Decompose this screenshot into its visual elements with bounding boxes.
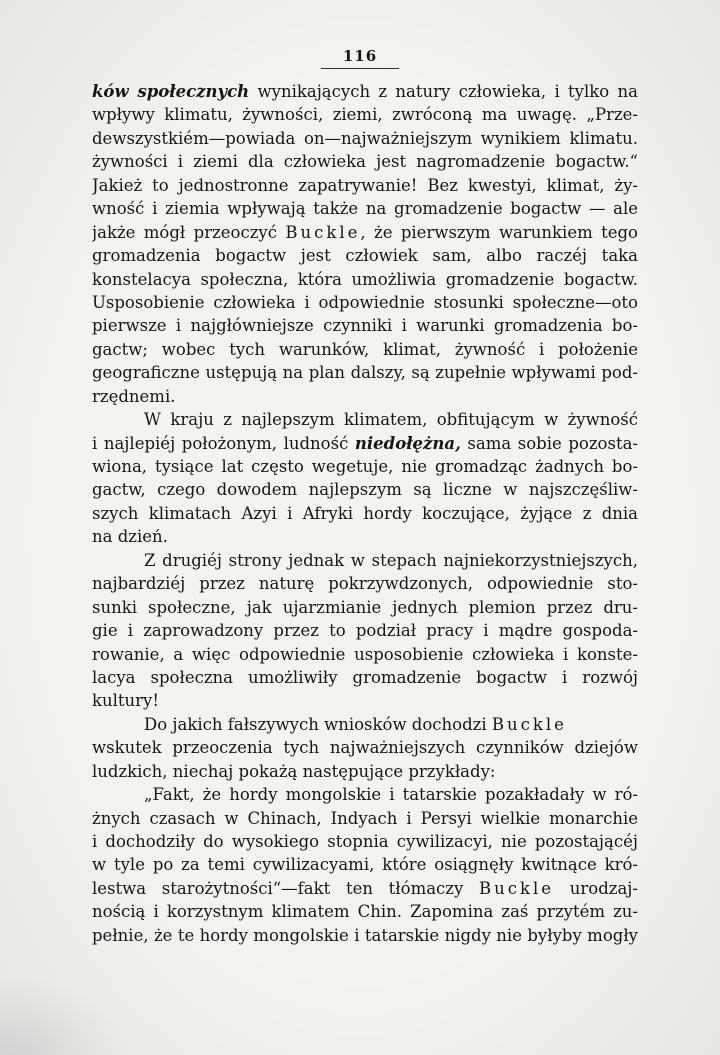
text-segment: „Fakt, że hordy mongolskie i tatarskie pozakładały w ró- (144, 785, 638, 805)
text-segment: rzędnemi. (92, 386, 176, 406)
text-segment: wynikających z natury człowieka, i tylko na (249, 82, 638, 101)
body-text (92, 80, 638, 947)
text-line (92, 361, 638, 384)
spaced-name: Buckle (285, 222, 361, 242)
text-line (92, 478, 638, 501)
text-line (92, 385, 638, 408)
text-line (92, 549, 638, 572)
text-segment: jakże mógł przeoczyć (92, 222, 286, 242)
text-segment: Jakież to jednostronne zapatrywanie! Bez kwestyi, klimat, ży- (92, 175, 638, 195)
text-line (92, 853, 638, 876)
text-segment: gie i zaprowadzony przez to podział pracy i mądre gospoda- (92, 621, 638, 641)
emphasized-text: niedołężna, (354, 433, 461, 453)
spaced-name: Buckle (479, 878, 555, 898)
text-line (92, 338, 638, 361)
page-number-text: 116 (321, 47, 399, 69)
text-segment: geograficzne ustępują na plan dalszy, są zupełnie wpływami pod- (92, 363, 638, 383)
text-segment: Do jakich fałszywych wniosków dochodzi (144, 714, 492, 734)
text-line (92, 291, 638, 314)
text-segment: i najlepiéj położonym, ludność (92, 433, 355, 453)
text-segment: nością i korzystnym klimatem Chin. Zapomina zaś przytém zu- (92, 902, 638, 922)
emphasized-text: ków społecznych (92, 82, 250, 101)
text-segment: wskutek przeoczenia tych najważniejszych czynników dziejów (92, 738, 638, 758)
text-line (92, 127, 638, 150)
text-line (92, 408, 638, 431)
text-segment: konstelacya społeczna, która umożliwia gromadzenie bogactw. (92, 269, 638, 289)
text-segment: i dochodziły do wysokiego stopnia cywilizacyi, nie pozostającéj (92, 832, 638, 851)
text-line (92, 572, 638, 595)
text-segment: w tyle po za temi cywilizacyami, które osiągnęły kwitnące kró- (92, 855, 638, 875)
text-segment: urodzaj- (554, 878, 638, 898)
text-line (92, 596, 638, 619)
text-segment: żnych czasach w Chinach, Indyach i Persyi wielkie monarchie (92, 808, 638, 828)
text-segment: szych klimatach Azyi i Afryki hordy koczujące, żyjące z dnia (92, 503, 638, 523)
text-segment: sunki społeczne, jak ujarzmianie jednych plemion przez dru- (92, 597, 638, 617)
text-segment: dewszystkiém—powiada on—najważniejszym wynikiem klimatu. (92, 128, 638, 148)
text-segment: pierwsze i najgłówniejsze czynniki i warunki gromadzenia bo- (92, 316, 638, 336)
text-line (92, 619, 638, 642)
text-line (92, 643, 638, 666)
text-line (92, 713, 638, 736)
text-line (92, 736, 638, 759)
text-line (92, 689, 638, 712)
text-segment: ludzkich, niechaj pokażą następujące przykłady: (92, 761, 496, 781)
text-line (92, 502, 638, 525)
page-smudge (0, 975, 130, 1055)
text-segment: wpływy klimatu, żywności, ziemi, zwróconą ma uwagę. „Prze- (92, 105, 638, 125)
text-line (92, 244, 638, 267)
text-line (92, 783, 638, 806)
text-segment: lacya społeczna umożliwiły gromadzenie bogactw i rozwój (92, 667, 638, 687)
text-line (92, 150, 638, 173)
text-segment: kultury! (92, 691, 159, 711)
text-line (92, 174, 638, 197)
text-line (92, 432, 638, 455)
page-number (0, 47, 720, 69)
text-segment: na dzień. (92, 527, 168, 547)
text-line (92, 877, 638, 900)
text-segment: wiona, tysiące lat często wegetuje, nie gromadząc żadnych bo- (92, 457, 638, 476)
text-line (92, 221, 638, 244)
text-segment: gromadzenia bogactw jest człowiek sam, albo raczéj taka (92, 246, 638, 266)
text-segment: , że pierwszym warunkiem tego (360, 222, 638, 242)
text-line (92, 268, 638, 291)
text-segment: Z drugiéj strony jednak w stepach najniekorzystniejszych, (144, 550, 638, 570)
spaced-name: Buckle (491, 714, 567, 734)
text-line (92, 807, 638, 830)
text-line (92, 455, 638, 478)
text-segment: lestwa starożytności“—fakt ten tłómaczy (92, 878, 480, 898)
text-segment: gactw; wobec tych warunków, klimat, żywność i położenie (92, 339, 638, 359)
text-segment: Usposobienie człowieka i odpowiednie stosunki społeczne—oto (92, 292, 638, 312)
text-line (92, 760, 638, 783)
text-segment: żywności i ziemi dla człowieka jest nagromadzenie bogactw.“ (92, 152, 638, 172)
text-segment: W kraju z najlepszym klimatem, obfitującym w żywność (144, 410, 638, 430)
text-segment: sama sobie pozosta- (460, 433, 638, 453)
text-line (92, 525, 638, 548)
text-line (92, 924, 638, 947)
text-line (92, 314, 638, 337)
text-segment: najbardziéj przez naturę pokrzywdzonych, odpowiednie sto- (92, 574, 638, 594)
text-line (92, 197, 638, 220)
text-line (92, 830, 638, 853)
text-segment: rowanie, a więc odpowiednie usposobienie człowieka i konste- (92, 644, 638, 664)
text-line (92, 80, 638, 103)
text-segment: gactw, czego dowodem najlepszym są liczne w najszczęśliw- (92, 480, 638, 500)
text-line (92, 666, 638, 689)
text-segment: wność i ziemia wpływają także na gromadzenie bogactw — ale (92, 199, 638, 219)
text-line (92, 103, 638, 126)
text-line (92, 900, 638, 923)
text-segment: pełnie, że te hordy mongolskie i tatarskie nigdy nie byłyby mogły (92, 925, 638, 945)
